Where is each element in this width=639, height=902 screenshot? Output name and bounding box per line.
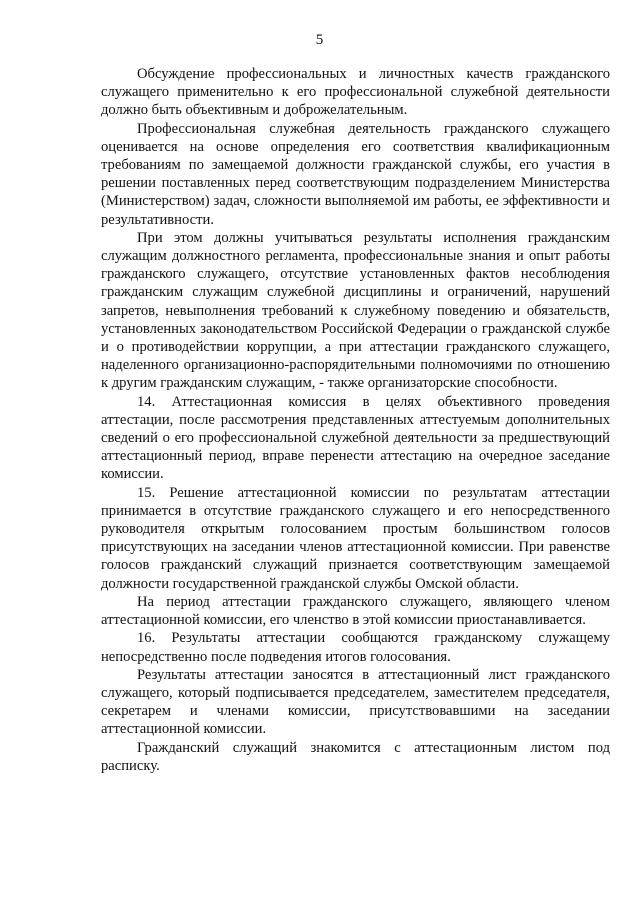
- paragraph-acknowledgement: Гражданский служащий знакомится с аттестационным листом под расписку.: [101, 739, 610, 774]
- paragraph-item-16: 16. Результаты аттестации сообщаются гражданскому служащему непосредственно после подведения итогов голосования.: [101, 630, 610, 665]
- paragraph-attestation-sheet: Результаты аттестации заносятся в аттестационный лист гражданского служащего, который подписывается председателем, заместителем председателя, секретарем и членами комиссии, присутствовавшими на заседании аттестационной комиссии.: [101, 666, 610, 738]
- paragraph-item-14: 14. Аттестационная комиссия в целях объективного проведения аттестации, после рассмотрения представленных аттестуемым дополнительных сведений о его профессиональной служебной деятельности за предшествующий аттестационный период, вправе перенести аттестацию на очередное заседание комиссии.: [101, 393, 610, 483]
- paragraph-item-15: 15. Решение аттестационной комиссии по результатам аттестации принимается в отсутствие гражданского служащего и его непосредственного руководителя открытым голосованием простым большинством голосов присутствующих на заседании членов аттестационной комиссии. При равенстве голосов гражданский служащий признается соответствующим замещаемой должности государственной гражданской службы Омской области.: [101, 484, 610, 592]
- page-number: 5: [315, 32, 324, 48]
- paragraph-discussion-qualities: Обсуждение профессиональных и личностных качеств гражданского служащего применительно к его профессиональной служебной деятельности должно быть объективным и доброжелательным.: [101, 66, 610, 119]
- document-body: [101, 65, 610, 775]
- paragraph-results-considered: При этом должны учитываться результаты исполнения гражданским служащим должностного регламента, профессиональные знания и опыт работы гражданского служащего, отсутствие установленных фактов несоблюдения гражданским служащим служебной дисциплины и ограничений, нарушений запретов, невыполнения требований к служебному поведению и обязательств, установленных законодательством Российской Федерации о гражданской службе и о противодействии коррупции, а при аттестации гражданского служащего, наделенного организационно-распорядительными полномочиями по отношению к другим гражданским служащим, - также организаторские способности.: [101, 229, 610, 392]
- paragraph-professional-activity-evaluation: Профессиональная служебная деятельность гражданского служащего оценивается на основе определения его соответствия квалификационным требованиям по замещаемой должности гражданской службы, его участия в решении поставленных перед соответствующим подразделением Министерства (Министерством) задач, сложности выполняемой им работы, ее эффективности и результативности.: [101, 120, 610, 228]
- paragraph-membership-suspension: На период аттестации гражданского служащего, являющего членом аттестационной комиссии, его членство в этой комиссии приостанавливается.: [101, 593, 610, 629]
